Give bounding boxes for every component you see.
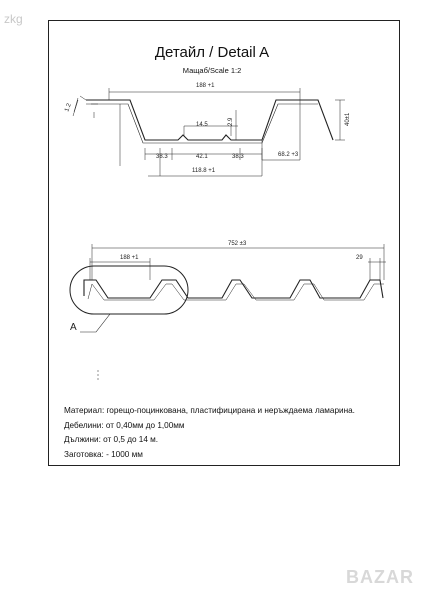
dim-rib-height: 2.9: [228, 117, 234, 126]
detail-a-callout: [70, 266, 188, 314]
drawing-title: Детайл / Detail A: [154, 44, 270, 61]
dim-lip: 29: [356, 255, 363, 261]
dim-top-width: 188 +1: [196, 83, 215, 89]
dim-flat-center: 42.1: [196, 154, 208, 160]
sheet-profile-line: [84, 280, 383, 298]
detail-profile-line: [86, 100, 333, 140]
drawing-scale: Мащаб/Scale 1:2: [182, 66, 242, 75]
detail-dim-lines: [73, 88, 345, 176]
watermark: zkg: [4, 12, 23, 26]
site-logo: BAZAR: [346, 567, 414, 587]
note-thickness: Дебелини: от 0,40мм до 1,00мм: [64, 420, 185, 430]
dim-flat-left: 38.3: [156, 154, 168, 160]
note-material: Материал: горещо-поцинкована, пластифицирана и неръждаема ламарина.: [64, 406, 355, 415]
detail-a-label: A: [70, 322, 77, 333]
note-blank: Заготовка: - 1000 мм: [64, 449, 143, 459]
dim-height: 40±1: [345, 112, 351, 126]
detail-a-leader: [80, 314, 110, 332]
dim-flat-right: 38.3: [232, 154, 244, 160]
dim-bottom-total: 118.8 +1: [192, 168, 216, 174]
dim-side: 68.2 +3: [278, 152, 299, 158]
dim-pitch: 188 +1: [120, 255, 139, 261]
dim-rib-width: 14.5: [196, 122, 208, 128]
sheet-dim-lines: [90, 244, 386, 280]
dim-overall: 752 ±3: [228, 241, 247, 247]
material-notes: [64, 404, 355, 462]
dim-angle: 1.2: [64, 102, 73, 113]
note-lengths: Дължини: от 0,5 до 14 м.: [64, 435, 159, 444]
